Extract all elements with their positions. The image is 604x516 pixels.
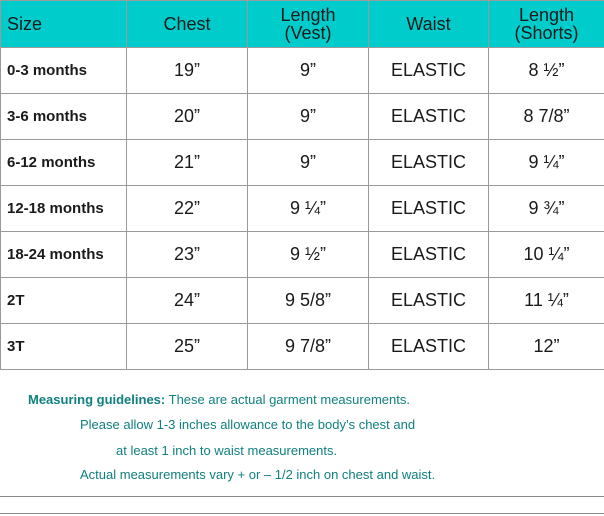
shorts-length-cell: 9 ¾” <box>489 186 604 232</box>
header-length-shorts-sub: (Shorts) <box>514 23 579 43</box>
waist-cell: ELASTIC <box>369 48 489 94</box>
guidelines-line-1 <box>28 392 410 407</box>
vest-length-cell: 9 ½” <box>248 232 369 278</box>
table-row <box>1 324 604 370</box>
guidelines-line-2: Please allow 1-3 inches allowance to the body’s chest and <box>80 417 416 432</box>
waist-cell: ELASTIC <box>369 278 489 324</box>
table-row <box>1 140 604 186</box>
size-cell: 6-12 months <box>1 140 127 186</box>
table-header <box>1 1 604 48</box>
vest-length-cell: 9” <box>248 94 369 140</box>
header-row <box>1 1 604 48</box>
header-chest <box>127 1 248 48</box>
chest-cell: 23” <box>127 232 248 278</box>
chest-cell: 24” <box>127 278 248 324</box>
header-chest-label: Chest <box>163 14 211 34</box>
table-row <box>1 186 604 232</box>
table-row <box>1 48 604 94</box>
measuring-guidelines <box>0 368 604 496</box>
bottom-divider-lower <box>0 513 604 514</box>
guidelines-line-4: Actual measurements vary + or – 1/2 inch on chest and waist. <box>80 467 436 482</box>
header-waist <box>369 1 489 48</box>
size-cell: 2T <box>1 278 127 324</box>
size-cell: 0-3 months <box>1 48 127 94</box>
guidelines-heading: Measuring guidelines: <box>28 392 166 407</box>
guidelines-line-3: at least 1 inch to waist measurements. <box>116 443 338 458</box>
table-row <box>1 232 604 278</box>
table-body <box>1 48 604 370</box>
header-size-label: Size <box>7 14 43 34</box>
waist-cell: ELASTIC <box>369 140 489 186</box>
header-length-shorts <box>489 1 604 48</box>
waist-cell: ELASTIC <box>369 186 489 232</box>
vest-length-cell: 9” <box>248 48 369 94</box>
chest-cell: 22” <box>127 186 248 232</box>
chest-cell: 21” <box>127 140 248 186</box>
shorts-length-cell: 9 ¼” <box>489 140 604 186</box>
waist-cell: ELASTIC <box>369 324 489 370</box>
chest-cell: 19” <box>127 48 248 94</box>
shorts-length-cell: 8 ½” <box>489 48 604 94</box>
vest-length-cell: 9” <box>248 140 369 186</box>
chest-cell: 25” <box>127 324 248 370</box>
header-length-shorts-label: Length <box>518 5 575 25</box>
size-cell: 3T <box>1 324 127 370</box>
bottom-divider <box>0 496 604 497</box>
header-length-vest <box>248 1 369 48</box>
guidelines-text-1: These are actual garment measurements. <box>165 392 410 407</box>
waist-cell: ELASTIC <box>369 232 489 278</box>
header-length-vest-sub: (Vest) <box>284 23 332 43</box>
waist-cell: ELASTIC <box>369 94 489 140</box>
chest-cell: 20” <box>127 94 248 140</box>
shorts-length-cell: 12” <box>489 324 604 370</box>
shorts-length-cell: 11 ¼” <box>489 278 604 324</box>
vest-length-cell: 9 7/8” <box>248 324 369 370</box>
header-waist-label: Waist <box>406 14 451 34</box>
size-cell: 3-6 months <box>1 94 127 140</box>
vest-length-cell: 9 5/8” <box>248 278 369 324</box>
size-cell: 18-24 months <box>1 232 127 278</box>
shorts-length-cell: 10 ¼” <box>489 232 604 278</box>
header-size <box>1 1 127 48</box>
size-cell: 12-18 months <box>1 186 127 232</box>
table-row <box>1 94 604 140</box>
shorts-length-cell: 8 7/8” <box>489 94 604 140</box>
header-length-vest-label: Length <box>280 5 336 25</box>
vest-length-cell: 9 ¼” <box>248 186 369 232</box>
table-row <box>1 278 604 324</box>
